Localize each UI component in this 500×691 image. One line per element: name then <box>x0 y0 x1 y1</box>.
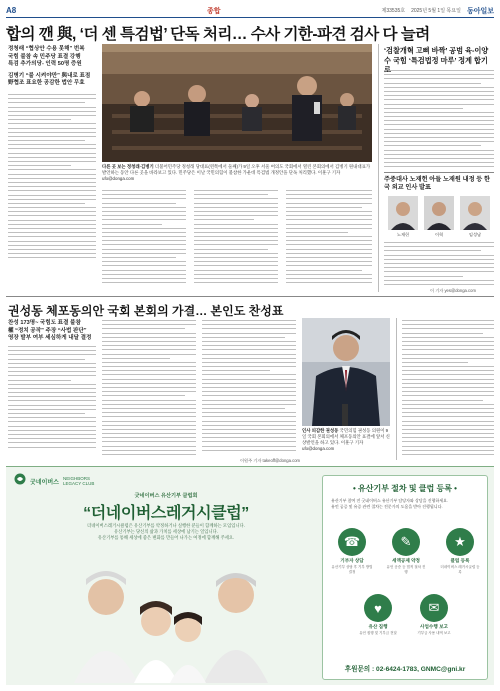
issue-number: 제33535호 <box>381 8 406 14</box>
lead-photo <box>102 44 372 162</box>
second-headline: 권성동 체포동의안 국회 본회의 가결… 본인도 찬성표 <box>8 304 284 318</box>
step-consultation: ☎ 기부자 상담 유산기부 상담 후 기부 방법 결정 <box>331 528 373 574</box>
caption-text: 국민의힘 권성동 의원이 9일 국회 본회의에서 체포동의안 표결에 앞서 신상발언을 하고 있다. <box>302 428 390 445</box>
portrait-name: 노재헌 <box>396 232 410 237</box>
column-divider <box>396 318 397 460</box>
badge-icon: ★ <box>446 528 474 556</box>
ad-description: 더네이버스레거시클럽은 유산기부를 약정하거나 실행한 분들이 함께하는 모임입니다. 유산기부는 당신의 삶과 가치를 세상에 남기는 일입니다. 유산기부를 통해 세상에 좋은 변화를 만들어 나가는 여정에 함께해 주세요. <box>87 523 245 541</box>
step-execution: ♥ 유산 집행 유언 집행 및 기부금 전달 <box>357 594 399 636</box>
portrait-name: 이혁 <box>434 232 444 237</box>
portrait-photo <box>460 196 490 230</box>
second-photo <box>302 318 390 426</box>
deck-line: 김병기 “불 시켜야만” 與내로 표점 <box>8 72 91 79</box>
step-report: ✉ 사업수행 보고 기부금 사용 내역 보고 <box>413 594 455 636</box>
speaker-photo <box>302 318 390 426</box>
assembly-photo <box>102 44 372 162</box>
legacy-mark: NEIGHBORS LEGACY CLUB <box>62 476 95 486</box>
lead-body-text-col1 <box>8 94 96 262</box>
step-club-register: ★ 클럽 등록 더네이버스 레거시클럽 등록 <box>439 528 481 574</box>
deck-line: 정청래 “협상안 수용 못해” 번복 <box>8 46 85 52</box>
lead-photo-caption <box>102 164 372 182</box>
second-body-text-col4 <box>402 320 494 460</box>
lead-body-text-col4 <box>286 190 372 290</box>
ad-small-line: 굿네이버스 유산기부 클럽회 <box>134 493 198 499</box>
portrait-photo <box>388 196 418 230</box>
deck-line: 權 “정치 공작” 주장 “사법 판단” <box>8 327 87 334</box>
masthead <box>6 4 494 18</box>
second-body-text-col1 <box>8 346 96 458</box>
advertisement[interactable] <box>6 466 494 685</box>
side-subheadline: 주중대사 노재헌 아들 노재원 내정 등 한국 외교 인사 발표 <box>384 176 490 192</box>
caption-credit: 이훈구 기자 ufo@donga.com <box>102 170 341 181</box>
second-deck <box>8 320 96 343</box>
panel-title: • 유산기부 절차 및 클럽 등록 • <box>353 484 457 493</box>
lead-headline: 합의 깬 與, ‘더 센 특검법’ 단독 처리… 수사 기한-파견 검사 다 늘려 <box>6 26 430 43</box>
side-sub-body-text <box>384 242 494 288</box>
document-icon: ✎ <box>392 528 420 556</box>
report-icon: ✉ <box>420 594 448 622</box>
deck-line: 찬성 173명~ 국힘도 표결 불참 <box>8 320 81 326</box>
panel-notes: 유산기부 참여 전 굿네이버스 유산기부 담당자와 상담을 진행하세요. 유언 공증 및 유증 관련 절차는 전문가의 도움을 받아 진행됩니다. <box>331 498 449 509</box>
deck-line: 국힘 불참 속 민주당 표결 강행 <box>8 53 81 60</box>
caption-credit: 이훈구 기자 ufo@donga.com <box>302 440 364 451</box>
second-byline: 이원주 기자 takeoff@donga.com <box>240 458 301 463</box>
masthead-info <box>382 6 494 16</box>
issue-date: 2025년 5월 1일 목요일 <box>411 8 461 14</box>
handshake-icon: ☎ <box>338 528 366 556</box>
column-divider <box>378 44 379 292</box>
deck-line: 野협조 표요한 공감한 법안 무효 <box>8 80 85 86</box>
ad-title: “더네이버스레거시클럽” <box>83 505 249 522</box>
portrait-name: 임성남 <box>468 232 482 237</box>
paper-logo: 동아일보 <box>466 7 494 15</box>
ad-brand <box>14 472 94 490</box>
gift-icon: ♥ <box>364 594 392 622</box>
family-photo <box>46 555 296 683</box>
caption-text: 더불어민주당 정청래 당대표(왼쪽에서 둘째)가 9일 오후 서울 여의도 국회에서 열린 본회의에서 김병기 원내대표가 발언하는 동안 다른 곳을 바라보고 있다. 민주당은 이날 국민의힘이 불참한 가운데 특검법 개정안을 단독 처리했다. <box>102 164 371 175</box>
side-divider <box>384 172 494 173</box>
step-pledge: ✎ 세액공제 약정 유언 공증 등 법적 절차 진행 <box>385 528 427 574</box>
side-headline: ‘검찰개혁 고삐 바짝’ 공범 육-이양수 국힘 ‘특검법정 마루’ 정계 합기 <box>384 46 489 65</box>
page-number: A8 <box>6 6 17 15</box>
brand-name: 굿네이버스 <box>30 479 59 486</box>
section-label: 종합 <box>206 7 221 15</box>
lead-body-text-col2 <box>102 190 186 290</box>
lead-body-text-col3 <box>194 190 278 290</box>
deck-line: 영장 발부 여부 세심하게 내달 결정 <box>8 335 92 341</box>
second-body-text-col2 <box>102 320 196 458</box>
deck-line: 특검 추가의당- 인력 50명 증원 <box>8 61 82 67</box>
portrait-photo <box>424 196 454 230</box>
brand-logo-icon <box>14 472 26 490</box>
second-photo-caption <box>302 428 390 452</box>
caption-lead: 인사 피감한 권성동 <box>302 428 339 433</box>
contact-line[interactable]: 후원문의 : 02-6424-1783, GNMC@gni.kr <box>344 666 466 673</box>
side-body-text <box>384 70 494 170</box>
caption-lead: 다른 곳 보는 정청래·김병기 <box>102 164 154 169</box>
second-body-text-col3 <box>202 320 296 458</box>
story-divider <box>6 296 494 297</box>
side-byline: 이 기자 yes@donga.com <box>430 288 476 293</box>
procedure-panel <box>322 475 488 680</box>
lead-deck <box>8 46 96 88</box>
